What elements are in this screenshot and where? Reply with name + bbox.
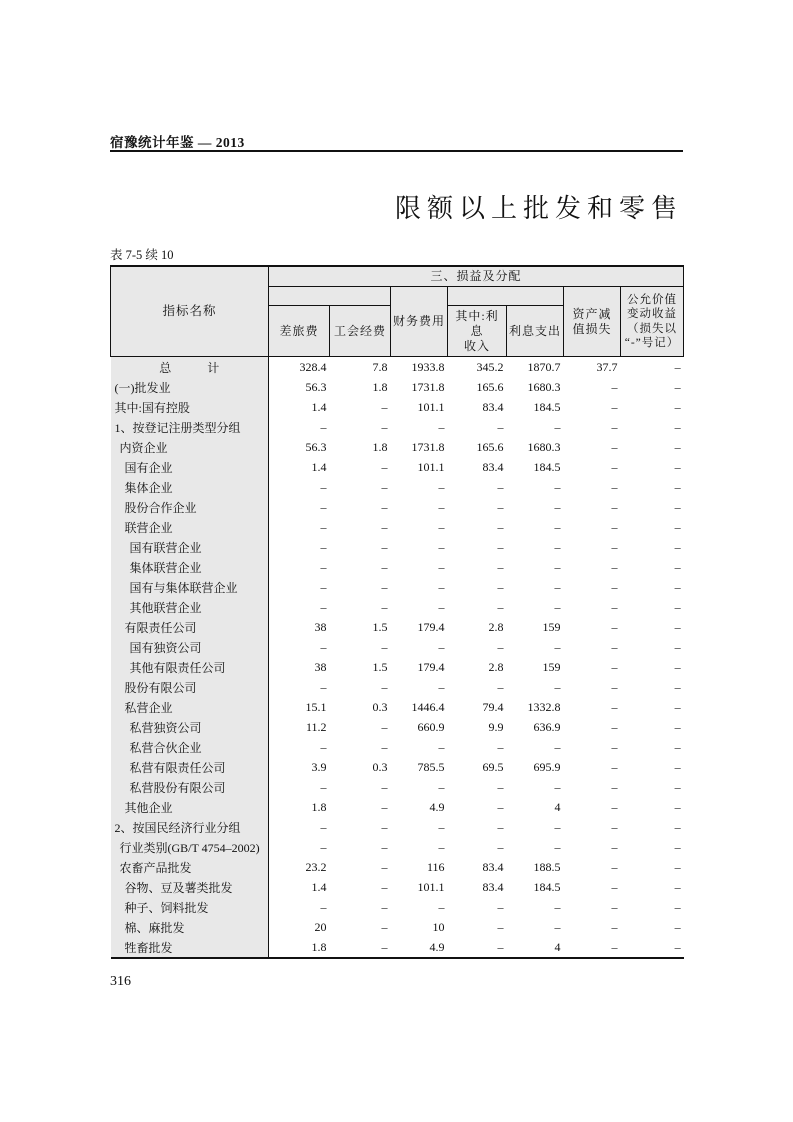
cell-value: – [381,939,388,954]
cell-value: – [611,579,618,594]
cell-value: 1.8 [311,799,327,814]
cell-value: 20 [314,919,327,934]
cell-value: – [611,639,618,654]
cell-value: – [674,499,681,514]
cell-value: – [438,479,445,494]
cell-value: 1.8 [372,379,388,394]
cell-value: 184.5 [533,459,561,474]
cell-value: – [320,599,327,614]
table-row [111,417,684,437]
cell-value: 2.8 [488,659,504,674]
cell-value: – [611,939,618,954]
cell-value: – [438,499,445,514]
cell-value: – [381,879,388,894]
cell-value: 636.9 [533,719,561,734]
row-label: 内资企业 [111,437,269,457]
cell-value: – [381,719,388,734]
table-header [111,266,684,357]
cell-value: 0.3 [372,699,388,714]
cell-value: – [320,839,327,854]
cell-value: – [611,539,618,554]
cell-value: – [611,859,618,874]
cell-value: 1.4 [311,879,327,894]
cell-value: – [497,739,504,754]
cell-value: – [674,739,681,754]
cell-value: – [381,419,388,434]
cell-value: – [320,419,327,434]
cell-value: – [554,739,561,754]
cell-value: 37.7 [596,359,618,374]
cell-value: 660.9 [417,719,445,734]
cell-value: – [611,559,618,574]
table-row [111,937,684,958]
cell-value: 0.3 [372,759,388,774]
row-label: 棉、麻批发 [111,917,269,937]
cell-value: – [381,859,388,874]
cell-value: – [554,519,561,534]
row-label: 集体联营企业 [111,557,269,577]
cell-value: – [611,379,618,394]
cell-value: 79.4 [482,699,504,714]
table-row [111,857,684,877]
cell-value: – [438,679,445,694]
cell-value: – [497,559,504,574]
cell-value: 159 [542,619,561,634]
cell-value: – [438,599,445,614]
cell-value: – [381,579,388,594]
row-label: 国有联营企业 [111,537,269,557]
cell-value: – [320,499,327,514]
cell-value: – [497,819,504,834]
table-row [111,697,684,717]
cell-value: – [381,479,388,494]
cell-value: – [320,899,327,914]
table-row [111,477,684,497]
table-row [111,377,684,397]
table-row [111,797,684,817]
row-label: 2、按国民经济行业分组 [111,817,269,837]
cell-value: – [611,919,618,934]
cell-value: – [381,739,388,754]
cell-value: – [497,919,504,934]
cell-value: – [611,419,618,434]
page-title: 限额以上批发和零售 [394,194,683,223]
cell-value: – [497,939,504,954]
table-row [111,437,684,457]
cell-value: 4 [554,799,561,814]
cell-value: – [611,899,618,914]
cell-value: – [611,439,618,454]
cell-value: 165.6 [476,439,504,454]
table-row [111,877,684,897]
table-row [111,777,684,797]
cell-value: – [320,739,327,754]
cell-value: 1731.8 [411,379,445,394]
cell-value: – [611,599,618,614]
row-label: 私营股份有限公司 [111,777,269,797]
cell-value: – [320,679,327,694]
group-header: 三、损益及分配 [269,266,684,287]
cell-value: 15.1 [305,699,327,714]
cell-value: 1.8 [372,439,388,454]
row-label: 股份合作企业 [111,497,269,517]
cell-value: – [438,579,445,594]
cell-value: – [554,919,561,934]
cell-value: – [674,879,681,894]
row-label: (一)批发业 [111,377,269,397]
row-label: 1、按登记注册类型分组 [111,417,269,437]
cell-value: – [611,839,618,854]
cell-value: 11.2 [305,719,327,734]
col-header-union-funds: 工会经费 [330,306,391,357]
table-row [111,657,684,677]
cell-value: – [674,759,681,774]
row-label: 牲畜批发 [111,937,269,958]
cell-value: – [611,619,618,634]
header-rule [110,150,683,152]
table-row [111,897,684,917]
col-header-fair-value: 公允价值 变动收益 （损失以 “-”号记） [621,287,684,357]
cell-value: – [674,359,681,374]
cell-value: – [381,459,388,474]
cell-value: – [381,599,388,614]
cell-value: 179.4 [417,619,445,634]
row-label: 总 计 [111,357,269,378]
row-label: 私营企业 [111,697,269,717]
cell-value: – [320,819,327,834]
cell-value: – [674,379,681,394]
cell-value: 1870.7 [527,359,561,374]
cell-value: 10 [432,919,445,934]
cell-value: 116 [426,859,445,874]
cell-value: – [611,799,618,814]
cell-value: – [674,419,681,434]
cell-value: – [438,639,445,654]
cell-value: 159 [542,659,561,674]
cell-value: – [674,399,681,414]
row-label: 其中:国有控股 [111,397,269,417]
cell-value: – [554,539,561,554]
empty-band-right [448,287,564,306]
table-row [111,517,684,537]
cell-value: 1.4 [311,399,327,414]
cell-value: – [497,419,504,434]
cell-value: – [674,599,681,614]
table-row [111,497,684,517]
cell-value: – [320,479,327,494]
cell-value: – [381,519,388,534]
cell-value: 2.8 [488,619,504,634]
page-number: 316 [110,974,131,989]
table-row [111,677,684,697]
yearbook-header: 宿豫统计年鉴 — 2013 [110,135,245,150]
cell-value: 1.8 [311,939,327,954]
table-row [111,457,684,477]
cell-value: – [381,899,388,914]
cell-value: 101.1 [417,459,445,474]
row-label: 其他联营企业 [111,597,269,617]
col-header-interest-income: 其中:利息 收入 [448,306,507,357]
row-label: 有限责任公司 [111,617,269,637]
table-row [111,557,684,577]
row-label: 行业类别(GB/T 4754–2002) [111,837,269,857]
table-row [111,817,684,837]
cell-value: – [611,819,618,834]
cell-value: – [674,659,681,674]
row-label: 私营合伙企业 [111,737,269,757]
cell-value: – [611,879,618,894]
cell-value: – [381,559,388,574]
cell-value: – [497,479,504,494]
cell-value: – [611,699,618,714]
cell-value: 38 [314,659,327,674]
cell-value: – [554,599,561,614]
cell-value: – [554,779,561,794]
cell-value: – [497,579,504,594]
row-label: 国有独资公司 [111,637,269,657]
empty-band-left [269,287,391,306]
row-label: 私营独资公司 [111,717,269,737]
cell-value: – [674,619,681,634]
row-label: 农畜产品批发 [111,857,269,877]
cell-value: 1933.8 [411,359,445,374]
cell-value: – [497,519,504,534]
cell-value: 3.9 [311,759,327,774]
col-header-asset-impairment: 资产减 值损失 [564,287,621,357]
cell-value: – [611,759,618,774]
cell-value: 38 [314,619,327,634]
cell-value: – [674,819,681,834]
cell-value: – [320,519,327,534]
cell-value: 1680.3 [527,439,561,454]
cell-value: 345.2 [476,359,504,374]
cell-value: – [381,919,388,934]
cell-value: – [674,799,681,814]
cell-value: – [320,779,327,794]
table-row [111,757,684,777]
row-label: 国有企业 [111,457,269,477]
cell-value: 1731.8 [411,439,445,454]
cell-value: – [611,479,618,494]
cell-value: 179.4 [417,659,445,674]
cell-value: – [554,479,561,494]
cell-value: 56.3 [305,439,327,454]
cell-value: – [554,839,561,854]
row-label: 其他企业 [111,797,269,817]
cell-value: – [381,679,388,694]
cell-value: – [674,579,681,594]
cell-value: 1.5 [372,619,388,634]
cell-value: 1332.8 [527,699,561,714]
col-header-travel-expenses: 差旅费 [269,306,330,357]
cell-value: – [611,519,618,534]
cell-value: – [497,899,504,914]
cell-value: – [674,639,681,654]
cell-value: – [497,539,504,554]
table-row [111,837,684,857]
cell-value: – [381,799,388,814]
cell-value: – [611,659,618,674]
cell-value: 83.4 [482,879,504,894]
cell-value: – [320,579,327,594]
cell-value: 184.5 [533,399,561,414]
table-row [111,737,684,757]
cell-value: 1.4 [311,459,327,474]
cell-value: – [438,739,445,754]
cell-value: – [611,739,618,754]
table-row [111,617,684,637]
cell-value: – [438,819,445,834]
col-header-financial-expenses: 财务费用 [391,287,448,357]
table-row [111,597,684,617]
cell-value: – [611,399,618,414]
cell-value: – [438,539,445,554]
cell-value: 83.4 [482,399,504,414]
cell-value: – [674,539,681,554]
cell-value: – [554,819,561,834]
cell-value: 1446.4 [411,699,445,714]
cell-value: 69.5 [482,759,504,774]
cell-value: – [381,499,388,514]
cell-value: – [381,819,388,834]
table-row [111,917,684,937]
statistics-table [110,265,684,959]
cell-value: – [438,839,445,854]
cell-value: – [381,539,388,554]
table-row [111,637,684,657]
cell-value: – [674,439,681,454]
cell-value: – [611,459,618,474]
cell-value: – [611,719,618,734]
cell-value: – [381,639,388,654]
row-label: 谷物、豆及薯类批发 [111,877,269,897]
cell-value: – [611,779,618,794]
table-number-label: 表 7-5 续 10 [110,248,174,262]
cell-value: – [674,719,681,734]
cell-value: – [674,859,681,874]
cell-value: 695.9 [533,759,561,774]
cell-value: – [497,839,504,854]
cell-value: – [438,519,445,534]
cell-value: 101.1 [417,399,445,414]
cell-value: – [554,559,561,574]
cell-value: – [497,799,504,814]
cell-value: – [554,419,561,434]
cell-value: 188.5 [533,859,561,874]
cell-value: – [497,639,504,654]
cell-value: – [320,559,327,574]
cell-value: – [674,679,681,694]
cell-value: – [497,679,504,694]
cell-value: 56.3 [305,379,327,394]
cell-value: – [674,919,681,934]
cell-value: – [381,779,388,794]
cell-value: – [438,419,445,434]
cell-value: – [674,479,681,494]
stub-header: 指标名称 [111,266,269,357]
cell-value: 1.5 [372,659,388,674]
cell-value: – [438,899,445,914]
cell-value: 23.2 [305,859,327,874]
row-label: 私营有限责任公司 [111,757,269,777]
cell-value: – [497,599,504,614]
cell-value: – [674,459,681,474]
cell-value: – [438,559,445,574]
cell-value: 328.4 [299,359,327,374]
row-label: 集体企业 [111,477,269,497]
cell-value: – [674,939,681,954]
cell-value: – [497,779,504,794]
table-row [111,577,684,597]
cell-value: – [674,899,681,914]
cell-value: – [320,539,327,554]
cell-value: 785.5 [417,759,445,774]
cell-value: 83.4 [482,459,504,474]
row-label: 股份有限公司 [111,677,269,697]
cell-value: 4.9 [429,799,445,814]
cell-value: – [381,839,388,854]
cell-value: – [611,679,618,694]
cell-value: 4 [554,939,561,954]
cell-value: 4.9 [429,939,445,954]
cell-value: – [554,579,561,594]
row-label: 种子、饲料批发 [111,897,269,917]
cell-value: 184.5 [533,879,561,894]
cell-value: – [674,699,681,714]
cell-value: – [674,519,681,534]
row-label: 国有与集体联营企业 [111,577,269,597]
row-label: 联营企业 [111,517,269,537]
table-body [111,357,684,959]
cell-value: 83.4 [482,859,504,874]
cell-value: 1680.3 [527,379,561,394]
cell-value: – [674,559,681,574]
cell-value: – [674,779,681,794]
cell-value: – [320,639,327,654]
cell-value: 101.1 [417,879,445,894]
cell-value: – [438,779,445,794]
cell-value: – [554,499,561,514]
cell-value: – [554,639,561,654]
cell-value: 9.9 [488,719,504,734]
col-header-interest-expense: 利息支出 [507,306,564,357]
cell-value: – [674,839,681,854]
cell-value: 165.6 [476,379,504,394]
table-row [111,717,684,737]
cell-value: – [381,399,388,414]
cell-value: – [611,499,618,514]
table-row [111,357,684,378]
table-row [111,397,684,417]
table-row [111,537,684,557]
cell-value: – [554,899,561,914]
cell-value: – [497,499,504,514]
cell-value: – [554,679,561,694]
row-label: 其他有限责任公司 [111,657,269,677]
cell-value: 7.8 [372,359,388,374]
